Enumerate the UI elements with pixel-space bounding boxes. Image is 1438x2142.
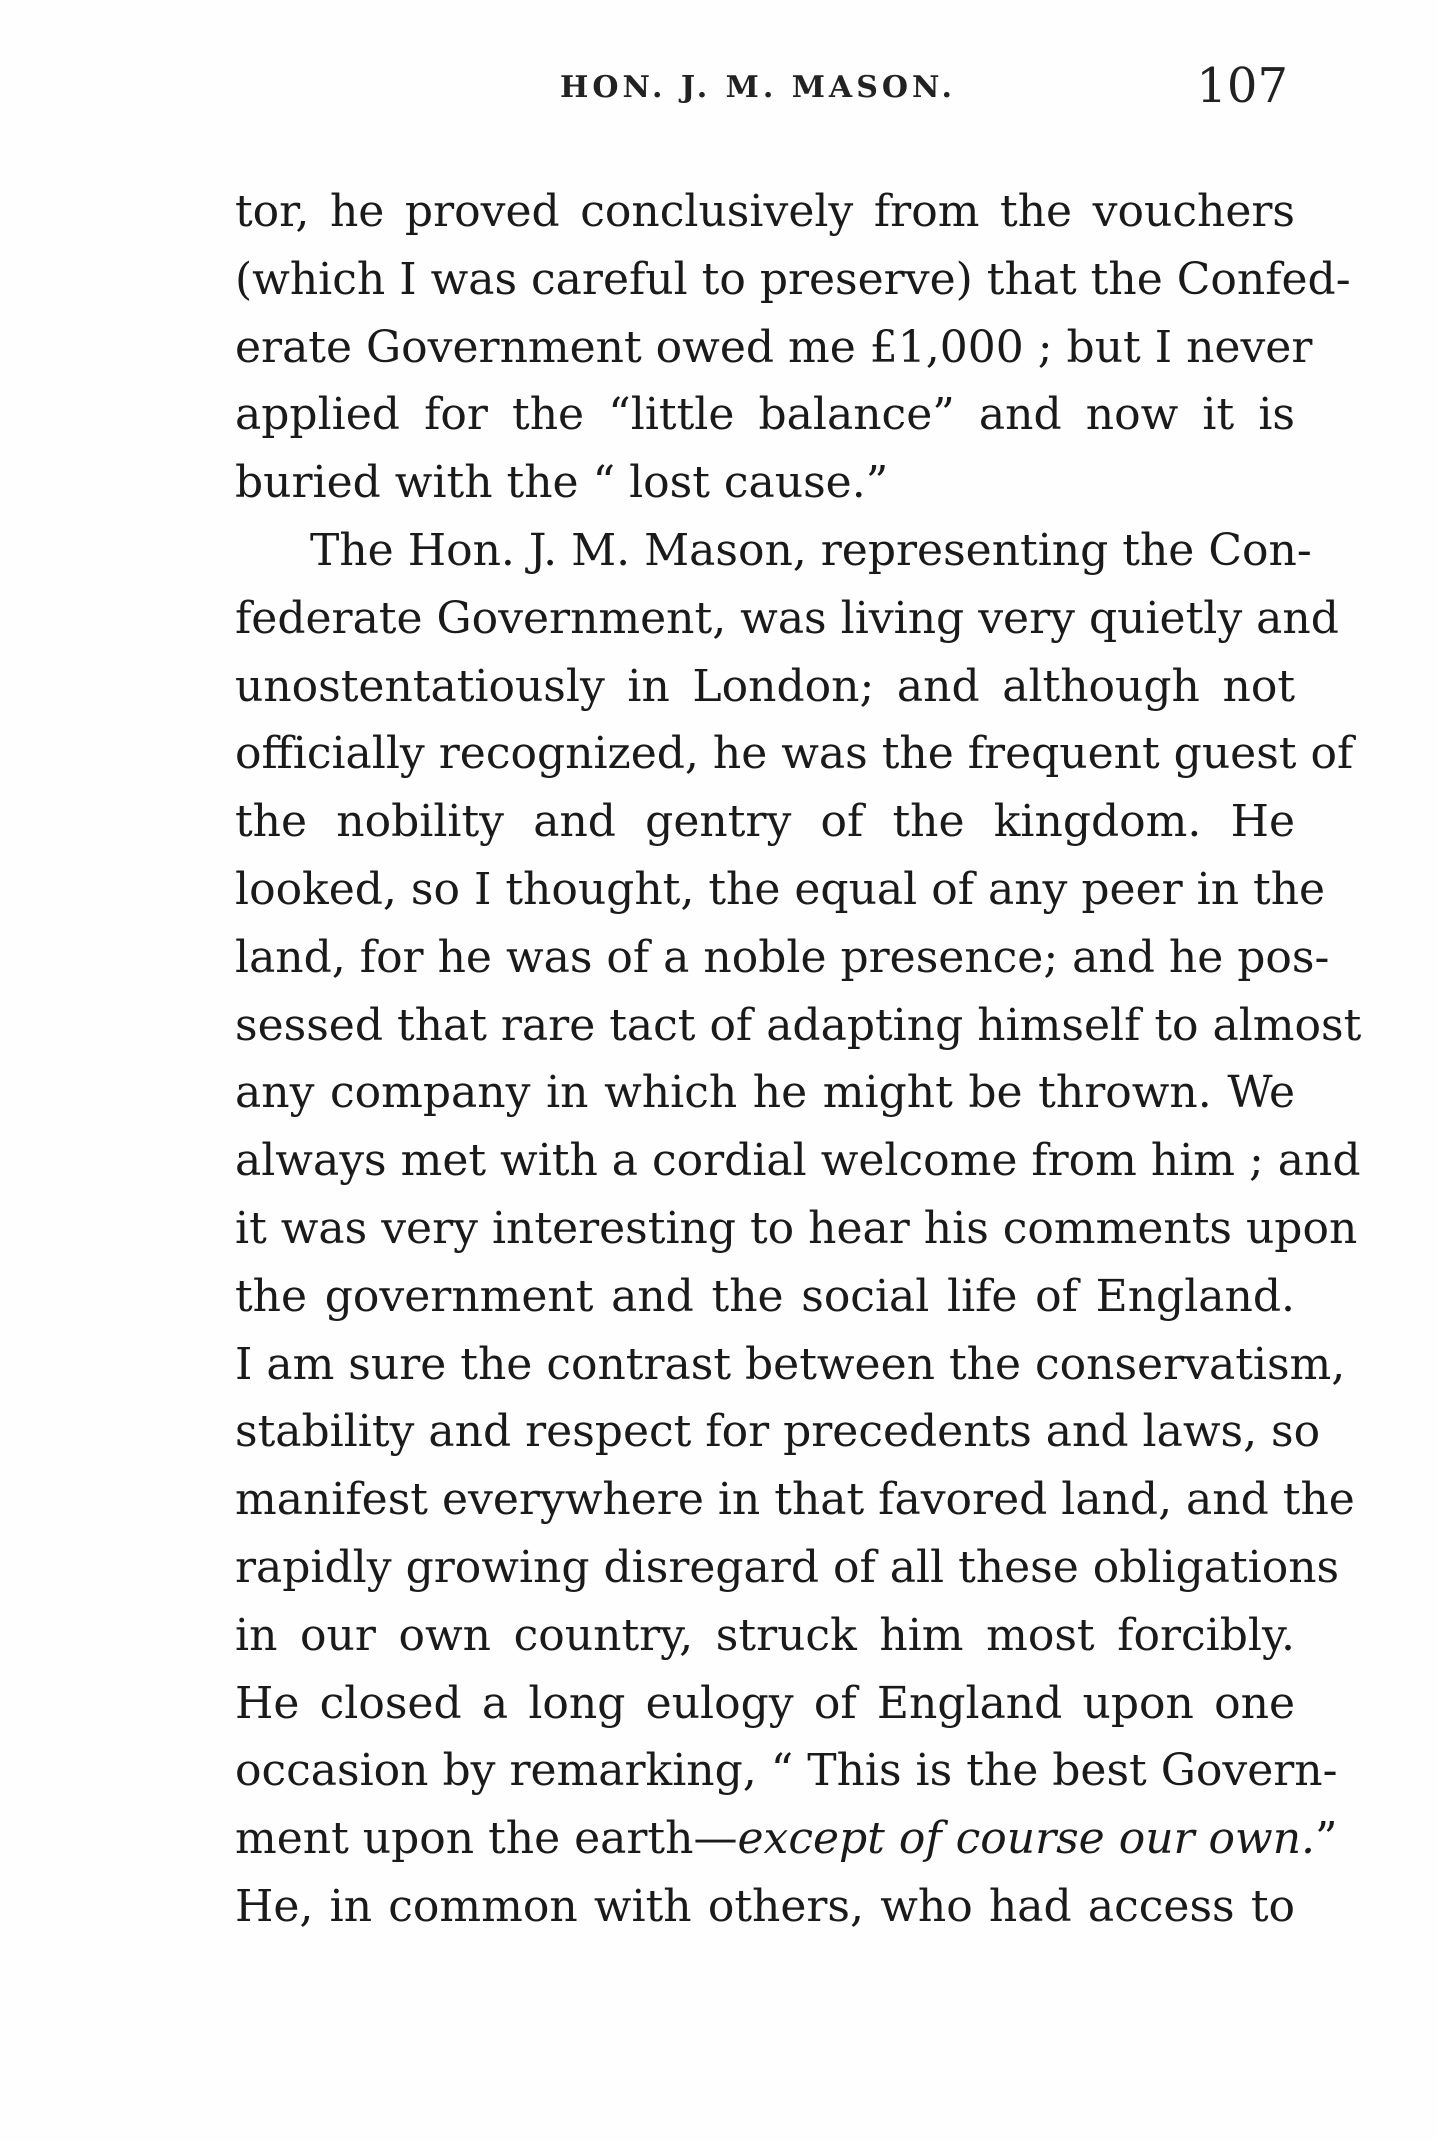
paragraph-start-line: The Hon. J. M. Mason, representing the Con- (310, 524, 1312, 576)
text-line: occasion by remarking, “ This is the best Govern- (235, 1745, 1338, 1797)
text-line: buried with the “ lost cause.” (235, 457, 889, 509)
text-line: rapidly growing disregard of all these obligations (235, 1541, 1340, 1593)
text-line: erate Government owed me £1,000 ; but I never (235, 321, 1313, 373)
text-line: sessed that rare tact of adapting himself to almost (235, 999, 1362, 1051)
text-line: He closed a long eulogy of England upon one (235, 1677, 1295, 1729)
text-line: looked, so I thought, the equal of any peer in the (235, 863, 1326, 915)
text-line: officially recognized, he was the frequent guest of (235, 728, 1354, 780)
text-line: it was very interesting to hear his comments upon (235, 1202, 1358, 1254)
text-line: the nobility and gentry of the kingdom. He (235, 796, 1295, 848)
text-line: (which I was careful to preserve) that the Confed- (235, 253, 1351, 305)
closing-quote: ” (1315, 1813, 1338, 1865)
text-line: federate Government, was living very quietly and (235, 592, 1339, 644)
italic-phrase: except of course our own. (737, 1813, 1316, 1865)
text-line: I am sure the contrast between the conservatism, (235, 1338, 1346, 1390)
text-line: tor, he proved conclusively from the vouchers (235, 186, 1295, 237)
page-number: 107 (1196, 58, 1288, 114)
text-line: land, for he was of a noble presence; and he pos- (235, 931, 1330, 983)
text-line: any company in which he might be thrown. We (235, 1067, 1295, 1119)
line-start: ment upon the earth— (235, 1813, 738, 1865)
running-title: HON. J. M. MASON. (560, 70, 956, 105)
text-line: applied for the “little balance” and now it is (235, 389, 1295, 441)
text-line: stability and respect for precedents and laws, so (235, 1406, 1321, 1458)
body-text (235, 178, 1362, 1941)
text-line: manifest everywhere in that favored land, and the (235, 1474, 1355, 1526)
text-line: the government and the social life of England. (235, 1270, 1295, 1322)
text-line-with-italic (235, 1805, 1338, 1873)
text-line: unostentatiously in London; and although not (235, 660, 1295, 712)
text-line: always met with a cordial welcome from him ; and (235, 1135, 1361, 1187)
text-line: He, in common with others, who had access to (235, 1880, 1295, 1932)
text-line: in our own country, struck him most forcibly. (235, 1609, 1295, 1661)
